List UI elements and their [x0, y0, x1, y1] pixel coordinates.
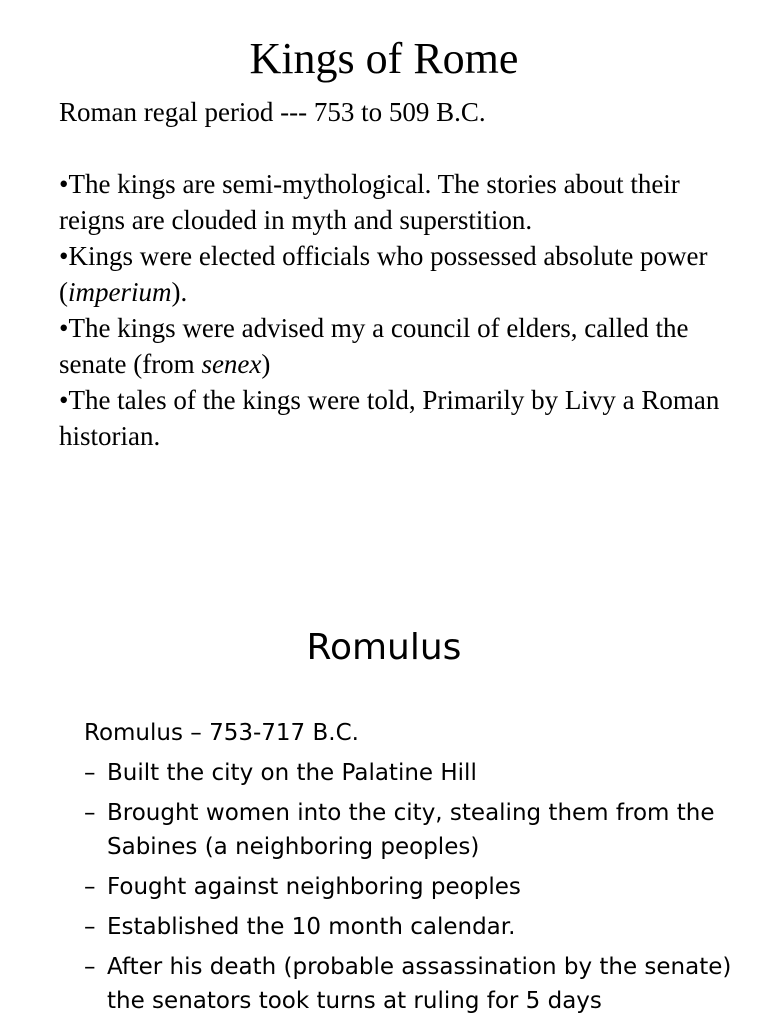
bullet-text: The kings were advised my a council of elders, called the senate (from — [59, 313, 689, 379]
bullet-text-end: ) — [261, 349, 271, 379]
list-item — [84, 910, 734, 944]
dash-icon: – — [84, 954, 96, 980]
dash-icon: – — [84, 800, 96, 826]
slide-romulus — [0, 512, 768, 1024]
bullet-icon: • — [59, 313, 69, 343]
list-item — [84, 796, 734, 864]
list-item-text: Brought women into the city, stealing them from the Sabines (a neighboring peoples) — [107, 800, 715, 860]
list-item — [84, 756, 734, 790]
bullet-paragraph — [59, 310, 739, 382]
list-item-text: Built the city on the Palatine Hill — [107, 760, 477, 786]
dash-icon: – — [84, 760, 96, 786]
bullet-icon: • — [59, 241, 69, 271]
blank-line — [59, 130, 739, 166]
bullet-icon: • — [59, 385, 69, 415]
list-item-text: Fought against neighboring peoples — [107, 874, 521, 900]
dash-icon: – — [84, 874, 96, 900]
bullet-paragraph — [59, 238, 739, 310]
bullet-paragraph — [59, 382, 739, 454]
bullet-paragraph — [59, 166, 739, 238]
slide-title: Romulus — [306, 627, 462, 668]
list-item — [84, 950, 734, 1018]
romulus-facts-list — [84, 756, 734, 1018]
slide-body — [84, 716, 734, 1024]
slide-title: Kings of Rome — [249, 34, 519, 83]
bullet-text-end: ). — [171, 277, 188, 307]
list-item-text: After his death (probable assassination by the senate) the senators took turns at ruling for 5 days — [107, 954, 732, 1014]
bullet-text: Kings were elected officials who possessed absolute power ( — [59, 241, 708, 307]
latin-term: imperium — [68, 277, 172, 307]
dash-icon: – — [84, 914, 96, 940]
regal-period-line: Roman regal period --- 753 to 509 B.C. — [59, 97, 486, 127]
bullet-icon: • — [59, 169, 69, 199]
bullet-text: The kings are semi-mythological. The stories about their reigns are clouded in myth and superstition. — [59, 169, 680, 235]
romulus-dates-line: Romulus – 753-717 B.C. — [84, 720, 359, 746]
latin-term: senex — [201, 349, 262, 379]
bullet-text: The tales of the kings were told, Primarily by Livy a Roman historian. — [59, 385, 720, 451]
list-item-text: Established the 10 month calendar. — [107, 914, 516, 940]
list-item — [84, 870, 734, 904]
slide-body — [59, 94, 739, 454]
